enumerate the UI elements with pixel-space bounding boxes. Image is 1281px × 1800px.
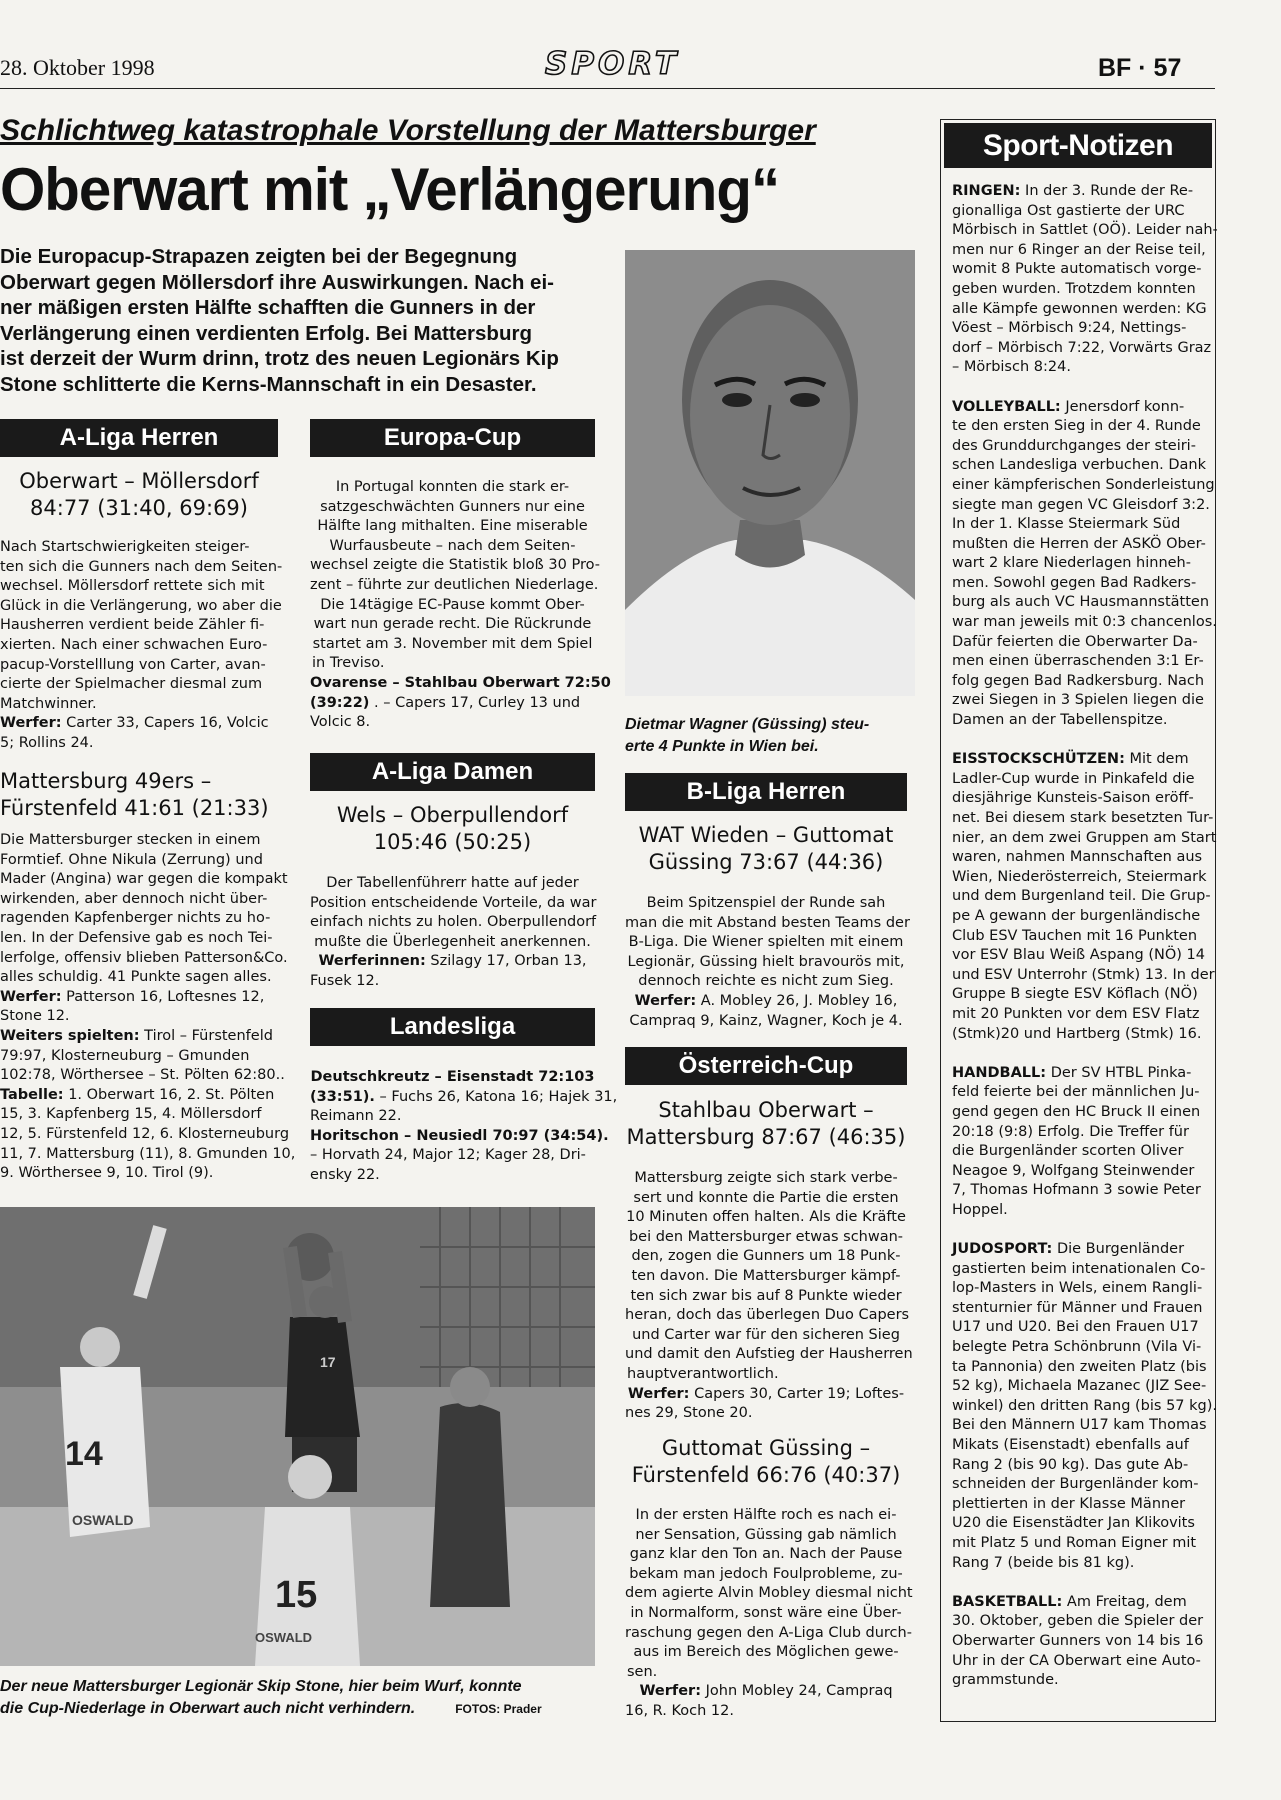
notes-text: gend gegen den HC Bruck II einen [952,1103,1201,1120]
notes-text: und ESV Unterrohr (Stmk) 13. In der [952,966,1215,983]
notes-text: 7, Thomas Hofmann 3 sowie Peter [952,1182,1201,1199]
notes-text: U17 und U20. Bei den Frauen U17 [952,1319,1199,1336]
werfer-label: Werfer: [634,992,697,1009]
lead-line: Die Europacup-Strapazen zeigten bei der Begegnung [0,245,518,268]
notes-text: Dafür feierten die Oberwarter Da- [952,633,1198,650]
text-line: ganz klar den Ton an. Nach der Pause [629,1546,903,1563]
result-scorers: – Horvath 24, Major 12; Kager 28, Dri- [310,1147,586,1164]
notes-line [952,750,1210,770]
notes-text: mußten die Herren der ASKÖ Ober- [952,535,1206,552]
werfer-line [625,992,907,1012]
match-teams: Oberwart – Möllersdorf [19,469,259,493]
jersey-number: 17 [320,1354,336,1370]
sport-notizen-text [952,182,1218,1691]
werfer-text: Stone 12. [0,1008,70,1025]
notes-text: womit 8 Pukte automatisch vorge- [952,261,1202,278]
report-oberwart [0,538,283,754]
notes-text: 30. Oktober, geben die Spieler der [952,1613,1204,1630]
result-scorers: Volcic 8. [310,714,371,731]
notes-text: – Mörbisch 8:24. [952,359,1071,376]
notes-text: men nur 6 Ringer an der Reise teil, [952,241,1206,258]
text-line: Glück in die Verlängerung, wo aber die [0,597,282,614]
caption-line: erte 4 Punkte in Wien bei. [625,738,819,755]
jersey-number: 15 [275,1574,318,1616]
text-line: den, zogen die Gunners um 18 Punk- [631,1248,901,1265]
action-photo [0,1207,595,1666]
text-line: raschung gegen den A-Liga Club durch- [625,1624,912,1641]
werfer-line [310,952,595,972]
action-caption [0,1676,595,1720]
match-oberwart-mattersburg [625,1097,907,1151]
lead-line: Verlängerung einen verdienten Erfolg. Bei Mattersburg [0,321,532,345]
sponsor-text: OSWALD [255,1630,313,1645]
notes-text: pe A gewann der burgenländische [952,907,1201,924]
match-wat-wieden-guessing [625,822,907,876]
result-scorers: ensky 22. [310,1166,380,1183]
result-score: (33:51). [310,1088,375,1105]
text-line: startet am 3. November mit dem Spiel [312,635,593,652]
werfer-line [0,988,278,1008]
text-line: Formtief. Ohne Nikula (Zerrung) und [0,851,263,868]
text-line: ner Sensation, Güssing gab nämlich [635,1526,897,1543]
text-line: Mattersburg zeigte sich stark verbe- [634,1170,898,1186]
match-wels-oberpullendorf [310,802,595,856]
caption-text: die Cup-Niederlage in Oberwart auch nicht verhindern. [0,1700,416,1717]
notes-text: Gruppe B siegte ESV Köflach (NÖ) [952,986,1198,1003]
text-line: wechsel. Möllersdorf rettete sich mit [0,578,265,595]
lead-line: Stone schlitterte die Kerns-Mannschaft in ein Desaster. [0,372,537,396]
notes-text: te den ersten Sieg in der 4. Runde [952,418,1201,435]
notes-line [952,1064,1210,1084]
match-score: 105:46 (50:25) [373,830,532,854]
report-aliga-damen [310,874,595,992]
result-line: Deutschkreutz – Eisenstadt 72:103 [310,1069,595,1085]
text-line: mußte die Überlegenheit anerkennen. [314,933,591,950]
notes-text: In der 3. Runde der Re- [1020,183,1194,199]
werfer-label: Werfer: [0,715,62,732]
header-rule [0,88,1215,89]
notes-text: mit 20 Punkten vor dem ESV Flatz [952,1005,1200,1022]
notes-text: Club ESV Tauchen mit 16 Punkten [952,927,1198,944]
text-line: hauptverantwortlich. [627,1365,779,1382]
article-lead [0,244,600,398]
section-bar-europa-cup: Europa-Cup [310,419,595,457]
section-title: SPORT [545,46,681,82]
text-line: ten davon. Die Mattersburger kämpf- [631,1267,901,1284]
notes-text: Vöest – Mörbisch 9:24, Nettings- [952,320,1187,337]
text-line: satzgeschwächten Gunners nur eine [320,498,585,515]
text-line: einfach nichts zu holen. Oberpullendorf [310,914,597,931]
caption-line: Dietmar Wagner (Güssing) steu- [625,716,870,733]
notes-line [952,1593,1210,1613]
tabelle-text: 15, 3. Kapfenberg 15, 4. Möllersdorf [0,1106,262,1123]
notes-text: einer kämpferischen Sonderleistung [952,476,1215,493]
notes-text: belegte Petra Schönbrunn (Vila Vi- [952,1339,1202,1356]
text-line: bei den Mattersburger etwas schwan- [628,1228,904,1245]
notes-line [952,1240,1210,1260]
werfer-text: Fusek 12. [310,972,380,989]
werfer-text: 16, R. Koch 12. [625,1702,734,1719]
notes-text: Mörbisch in Sattlet (OÖ). Leider nah- [952,222,1218,239]
section-bar-aliga-damen: A-Liga Damen [310,753,595,791]
notes-text: schneiden der Burgenländer kom- [952,1476,1199,1493]
text-line: sert und konnte die Partie die ersten [633,1189,899,1206]
text-line: Hausherren verdient beide Zähler fi- [0,617,265,634]
notes-text: feld feierte bei der männlichen Ju- [952,1084,1200,1101]
werfer-text: Carter 33, Capers 16, Volcic [61,715,269,732]
text-line: in Normalform, sonst wäre eine Über- [630,1604,902,1621]
tabelle-label: Tabelle: [0,1086,64,1103]
result-line: Ovarense – Stahlbau Oberwart 72:50 [310,674,611,691]
text-line: Position entscheidende Vorteile, da war [310,894,597,911]
text-line: und Carter war für den sicheren Sieg [632,1326,900,1343]
text-line: Matchwinner. [0,695,97,712]
text-line: Der Tabellenführerr hatte auf jeder [326,875,579,891]
match-teams: Wels – Oberpullendorf [336,803,569,827]
text-line: sen. [627,1663,658,1680]
caption-line: Der neue Mattersburger Legionär Skip Stone, hier beim Wurf, konnte [0,1678,522,1695]
report-oesterreich-cup-2 [625,1506,913,1722]
match-score: Mattersburg 87:67 (46:35) [626,1125,906,1149]
notes-text: In der 1. Klasse Steiermark Süd [952,516,1181,533]
text-line: Wurfausbeute – nach dem Seiten- [329,537,576,554]
result-line: Horitschon – Neusiedl 70:97 (34:54). [310,1127,609,1144]
notes-text: Hoppel. [952,1201,1008,1218]
notes-text: war man jeweils mit 0:3 chancenlos. [952,614,1217,631]
photo-credit: FOTOS: Prader [455,1702,542,1716]
notes-text: grammstunde. [952,1672,1059,1689]
text-line: aus im Bereich des Möglichen gewe- [633,1644,899,1661]
werfer-text: Campraq 9, Kainz, Wagner, Koch je 4. [629,1012,903,1029]
text-line: ragenden Kapfenberger nichts zu ho- [0,910,271,927]
report-landesliga [310,1068,618,1186]
match-guessing-fuerstenfeld [625,1435,907,1489]
werfer-text: 5; Rollins 24. [0,734,94,751]
notes-text: nier, an dem zwei Gruppen am Start [952,829,1217,846]
notes-text: (Stmk)20 und Hartberg (Stmk) 16. [952,1025,1202,1042]
match-teams: Mattersburg 49ers – [0,769,212,793]
article-kicker: Schlichtweg katastrophale Vorstellung der Mattersburger [0,114,816,147]
tabelle-text: 12, 5. Fürstenfeld 12, 6. Klosterneuburg [0,1125,290,1142]
text-line: ten sich zwar bis auf 8 Punkte wieder [630,1287,902,1304]
werfer-label: Werferinnen: [318,953,426,970]
section-bar-landesliga: Landesliga [310,1008,595,1046]
werfer-label: Werfer: [627,1385,690,1402]
werfer-line [0,714,278,734]
tabelle-text: 9. Wörthersee 9, 10. Tirol (9). [0,1165,214,1182]
text-line: wirkenden, aber dennoch nicht über- [0,890,268,907]
notes-text: plettierten in der Klasse Männer [952,1495,1186,1512]
werfer-text: Szilagy 17, Orban 13, [425,953,587,970]
text-line: B-Liga. Die Wiener spielten mit einem [628,934,904,951]
notes-text: mit Platz 5 und Roman Eigner mit [952,1534,1197,1551]
notes-text: und dem Burgenland teil. Die Grup- [952,888,1211,905]
section-bar-oesterreich-cup: Österreich-Cup [625,1047,907,1085]
notes-text: burg als auch VC Hausmannstätten [952,594,1210,611]
weiters-line [0,1027,278,1047]
text-line: Nach Startschwierigkeiten steiger- [0,539,250,555]
category-label: EISSTOCKSCHÜTZEN: [952,751,1125,768]
text-line: heran, doch das überlegen Duo Capers [625,1307,910,1324]
sport-notizen-title: Sport-Notizen [944,123,1212,168]
notes-text: net. Bei diesem stark besetzten Tur- [952,810,1214,826]
notes-text: 20:18 (9:8) Erfolg. Die Treffer für [952,1123,1189,1140]
category-label: RINGEN: [952,183,1021,199]
tabelle-line [0,1086,278,1106]
notes-text: diesjährige Kunsteis-Saison eröff- [952,790,1194,807]
notes-text: gionalliga Ost gastierte der URC [952,202,1185,219]
text-line: lerfolge, offensiv blieben Patterson&Co. [0,949,288,966]
notes-line [952,182,1210,202]
notes-text: wart 2 klare Niederlagen hinneh- [952,555,1191,572]
category-label: BASKETBALL: [952,1593,1063,1610]
notes-text: U20 die Eisenstädter Jan Klikovits [952,1515,1195,1532]
notes-text: Uhr in der CA Oberwart eine Auto- [952,1652,1201,1669]
portrait-caption [625,714,915,758]
match-score: Güssing 73:67 (44:36) [648,850,884,874]
text-line: Die Mattersburger stecken in einem [0,832,261,848]
text-line: Legionär, Güssing hielt bravourös mit, [627,953,905,970]
result-score: (39:22) [310,694,370,711]
lead-line: ist derzeit der Wurm drinn, trotz des neuen Legionärs Kip [0,347,559,371]
notes-text: alle Kämpfe gewonnen werden: KG [952,300,1207,317]
section-bar-aliga-herren: A-Liga Herren [0,419,278,457]
notes-text: folg gegen Bad Radkersburg. Nach [952,672,1205,689]
report-oesterreich-cup-1 [625,1169,913,1424]
notes-text: Mikats (Eisenstadt) ebenfalls auf [952,1437,1189,1453]
notes-text: schen Landesliga verbuchen. Dank [952,457,1207,474]
tabelle-text: 11, 7. Mattersburg (11), 8. Gmunden 10, [0,1145,296,1162]
notes-text: lop-Masters in Wels, einem Rangli- [952,1280,1203,1297]
notes-text: 52 kg), Michaela Mazanec (JIZ See- [952,1378,1207,1395]
text-line: Beim Spitzenspiel der Runde sah [646,895,886,911]
match-score: 84:77 (31:40, 69:69) [30,496,248,520]
werfer-text: nes 29, Stone 20. [625,1405,753,1422]
issue-date: 28. Oktober 1998 [0,55,155,80]
notes-text: geben wurden. Trotzdem konnten [952,280,1196,297]
notes-text: Rang 2 (bis 90 kg). Das gute Ab- [952,1456,1189,1473]
caption-line [0,1698,595,1720]
notes-text: Ladler-Cup wurde in Pinkafeld die [952,770,1195,787]
notes-text: des Grunddurchganges der steiri- [952,437,1196,454]
text-line: und damit den Aufstieg der Hausherren [625,1346,913,1363]
text-line: len. In der Defensive gab es noch Tei- [0,929,273,946]
notes-text: Mit dem [1124,751,1189,768]
page-number: BF · 57 [1098,54,1182,82]
notes-text: ta Pannonia) den zweiten Platz (bis [952,1358,1207,1375]
notes-text: Bei den Männern U17 kam Thomas [952,1417,1207,1434]
werfer-text: Patterson 16, Loftesnes 12, [61,988,265,1005]
text-line: ten sich die Gunners nach dem Seiten- [0,558,283,575]
notes-text: Die Burgenländer [1052,1241,1185,1258]
tabelle-text: 1. Oberwart 16, 2. St. Pölten [63,1086,275,1103]
match-teams: Guttomat Güssing – [661,1436,871,1460]
notes-text: waren, nahmen Mannschaften aus [952,849,1203,866]
report-bliga-herren [625,894,910,1031]
text-line: cierte der Spielmacher diesmal zum [0,676,263,693]
text-line: man die mit Abstand besten Teams der [625,914,910,931]
section-bar-bliga-herren: B-Liga Herren [625,773,907,811]
match-score: Fürstenfeld 41:61 (21:33) [0,796,269,820]
werfer-label: Werfer: [0,988,62,1005]
result-line [310,694,595,714]
jersey-number: 14 [65,1435,103,1473]
text-line: 10 Minuten offen halten. Als die Kräfte [626,1209,906,1226]
portrait-image [625,250,915,696]
match-teams: WAT Wieden – Guttomat [638,823,894,847]
report-europa-cup [310,478,611,733]
text-line: bekam man jedoch Foulprobleme, zu- [629,1565,903,1582]
text-line: Mader (Angina) war gegen die kompakt [0,871,288,888]
result-line [310,1088,618,1108]
werfer-line [625,1385,907,1405]
notes-text: winkel) den dritten Rang (bis 57 kg). [952,1397,1218,1414]
match-teams: Stahlbau Oberwart – [658,1098,874,1122]
text-line: wechsel zeigte die Statistik bloß 30 Pro- [310,557,600,574]
text-line: In Portugal konnten die stark er- [335,479,570,495]
notes-text: vor ESV Blau Weiß Aspang (NÖ) 14 [952,947,1205,964]
action-image [0,1207,595,1666]
text-line: in Treviso. [312,655,385,672]
text-line: dem agierte Alvin Mobley diesmal nicht [625,1585,913,1602]
notes-text: men einen überraschenden 3:1 Er- [952,653,1204,670]
notes-text: Rang 7 (beide bis 81 kg). [952,1554,1135,1571]
weiters-text: Tirol – Fürstenfeld [139,1027,273,1044]
notes-text: die Burgenländer scorten Oliver [952,1143,1184,1160]
lead-line: Oberwart gegen Möllersdorf ihre Auswirkungen. Nach ei- [0,270,554,294]
weiters-label: Weiters spielten: [0,1027,140,1044]
result-scorers: – Fuchs 26, Katona 16; Hajek 31, [374,1088,618,1105]
werfer-text: Capers 30, Carter 19; Loftes- [689,1385,905,1402]
notes-text: Damen an der Tabellenspitze. [952,712,1168,729]
text-line: In der ersten Hälfte roch es nach ei- [635,1507,897,1523]
portrait-photo [625,250,915,696]
notes-text: men. Sowohl gegen Bad Radkers- [952,574,1197,591]
werfer-text: John Mobley 24, Campraq [701,1683,893,1700]
text-line: Die 14tägige EC-Pause kommt Ober- [320,596,585,613]
report-mattersburg [0,831,296,1184]
werfer-line [625,1682,907,1702]
category-label: JUDOSPORT: [952,1241,1053,1258]
notes-text: siegte man gegen VC Gleisdorf 3:2. [952,496,1210,513]
result-scorers: . – Capers 17, Curley 13 und [369,694,581,711]
text-line: alles schuldig. 41 Punkte sagen alles. [0,969,272,986]
match-score: Fürstenfeld 66:76 (40:37) [631,1463,901,1487]
sponsor-text: OSWALD [72,1512,134,1528]
lead-line: ner mäßigen ersten Hälfte schafften die Gunners in der [0,296,536,320]
text-line: xierten. Nach einer schwachen Euro- [0,636,268,653]
text-line: Hälfte lang mithalten. Eine miserable [317,518,588,535]
notes-text: Wien, Niederösterreich, Steiermark [952,868,1207,885]
text-line: pacup-Vorstelllung von Carter, avan- [0,656,266,673]
notes-text: gastierten beim intenationalen Co- [952,1260,1206,1277]
werfer-label: Werfer: [639,1683,702,1700]
notes-text: Oberwarter Gunners von 14 bis 16 [952,1632,1204,1649]
text-line: zent – führte zur deutlichen Niederlage. [310,576,599,593]
notes-text: Der SV HTBL Pinka- [1046,1064,1192,1081]
notes-text: Am Freitag, dem [1062,1593,1187,1610]
text-line: wart nun gerade recht. Die Rückrunde [313,616,592,633]
category-label: HANDBALL: [952,1064,1047,1081]
article-headline: Oberwart mit „Verlängerung“ [0,156,780,223]
match-oberwart-moellersdorf [0,468,278,522]
text-line: dennoch reichte es nicht zum Sieg. [638,973,894,990]
weiters-text: 102:78, Wörthersee – St. Pölten 62:80.. [0,1067,285,1084]
notes-line [952,398,1210,418]
result-scorers: Reimann 22. [310,1108,402,1125]
match-mattersburg-fuerstenfeld [0,768,278,822]
werfer-text: A. Mobley 26, J. Mobley 16, [696,992,898,1009]
notes-text: stenturnier für Männer und Frauen [952,1299,1203,1316]
weiters-text: 79:97, Klosterneuburg – Gmunden [0,1047,250,1064]
notes-text: Jenersdorf konn- [1060,398,1185,415]
notes-text: zwei Siegen in 3 Spielen liegen die [952,692,1204,709]
notes-text: Neagoe 9, Wolfgang Steinwender [952,1162,1195,1179]
notes-text: dorf – Mörbisch 7:22, Vorwärts Graz [952,339,1212,356]
category-label: VOLLEYBALL: [952,398,1061,415]
